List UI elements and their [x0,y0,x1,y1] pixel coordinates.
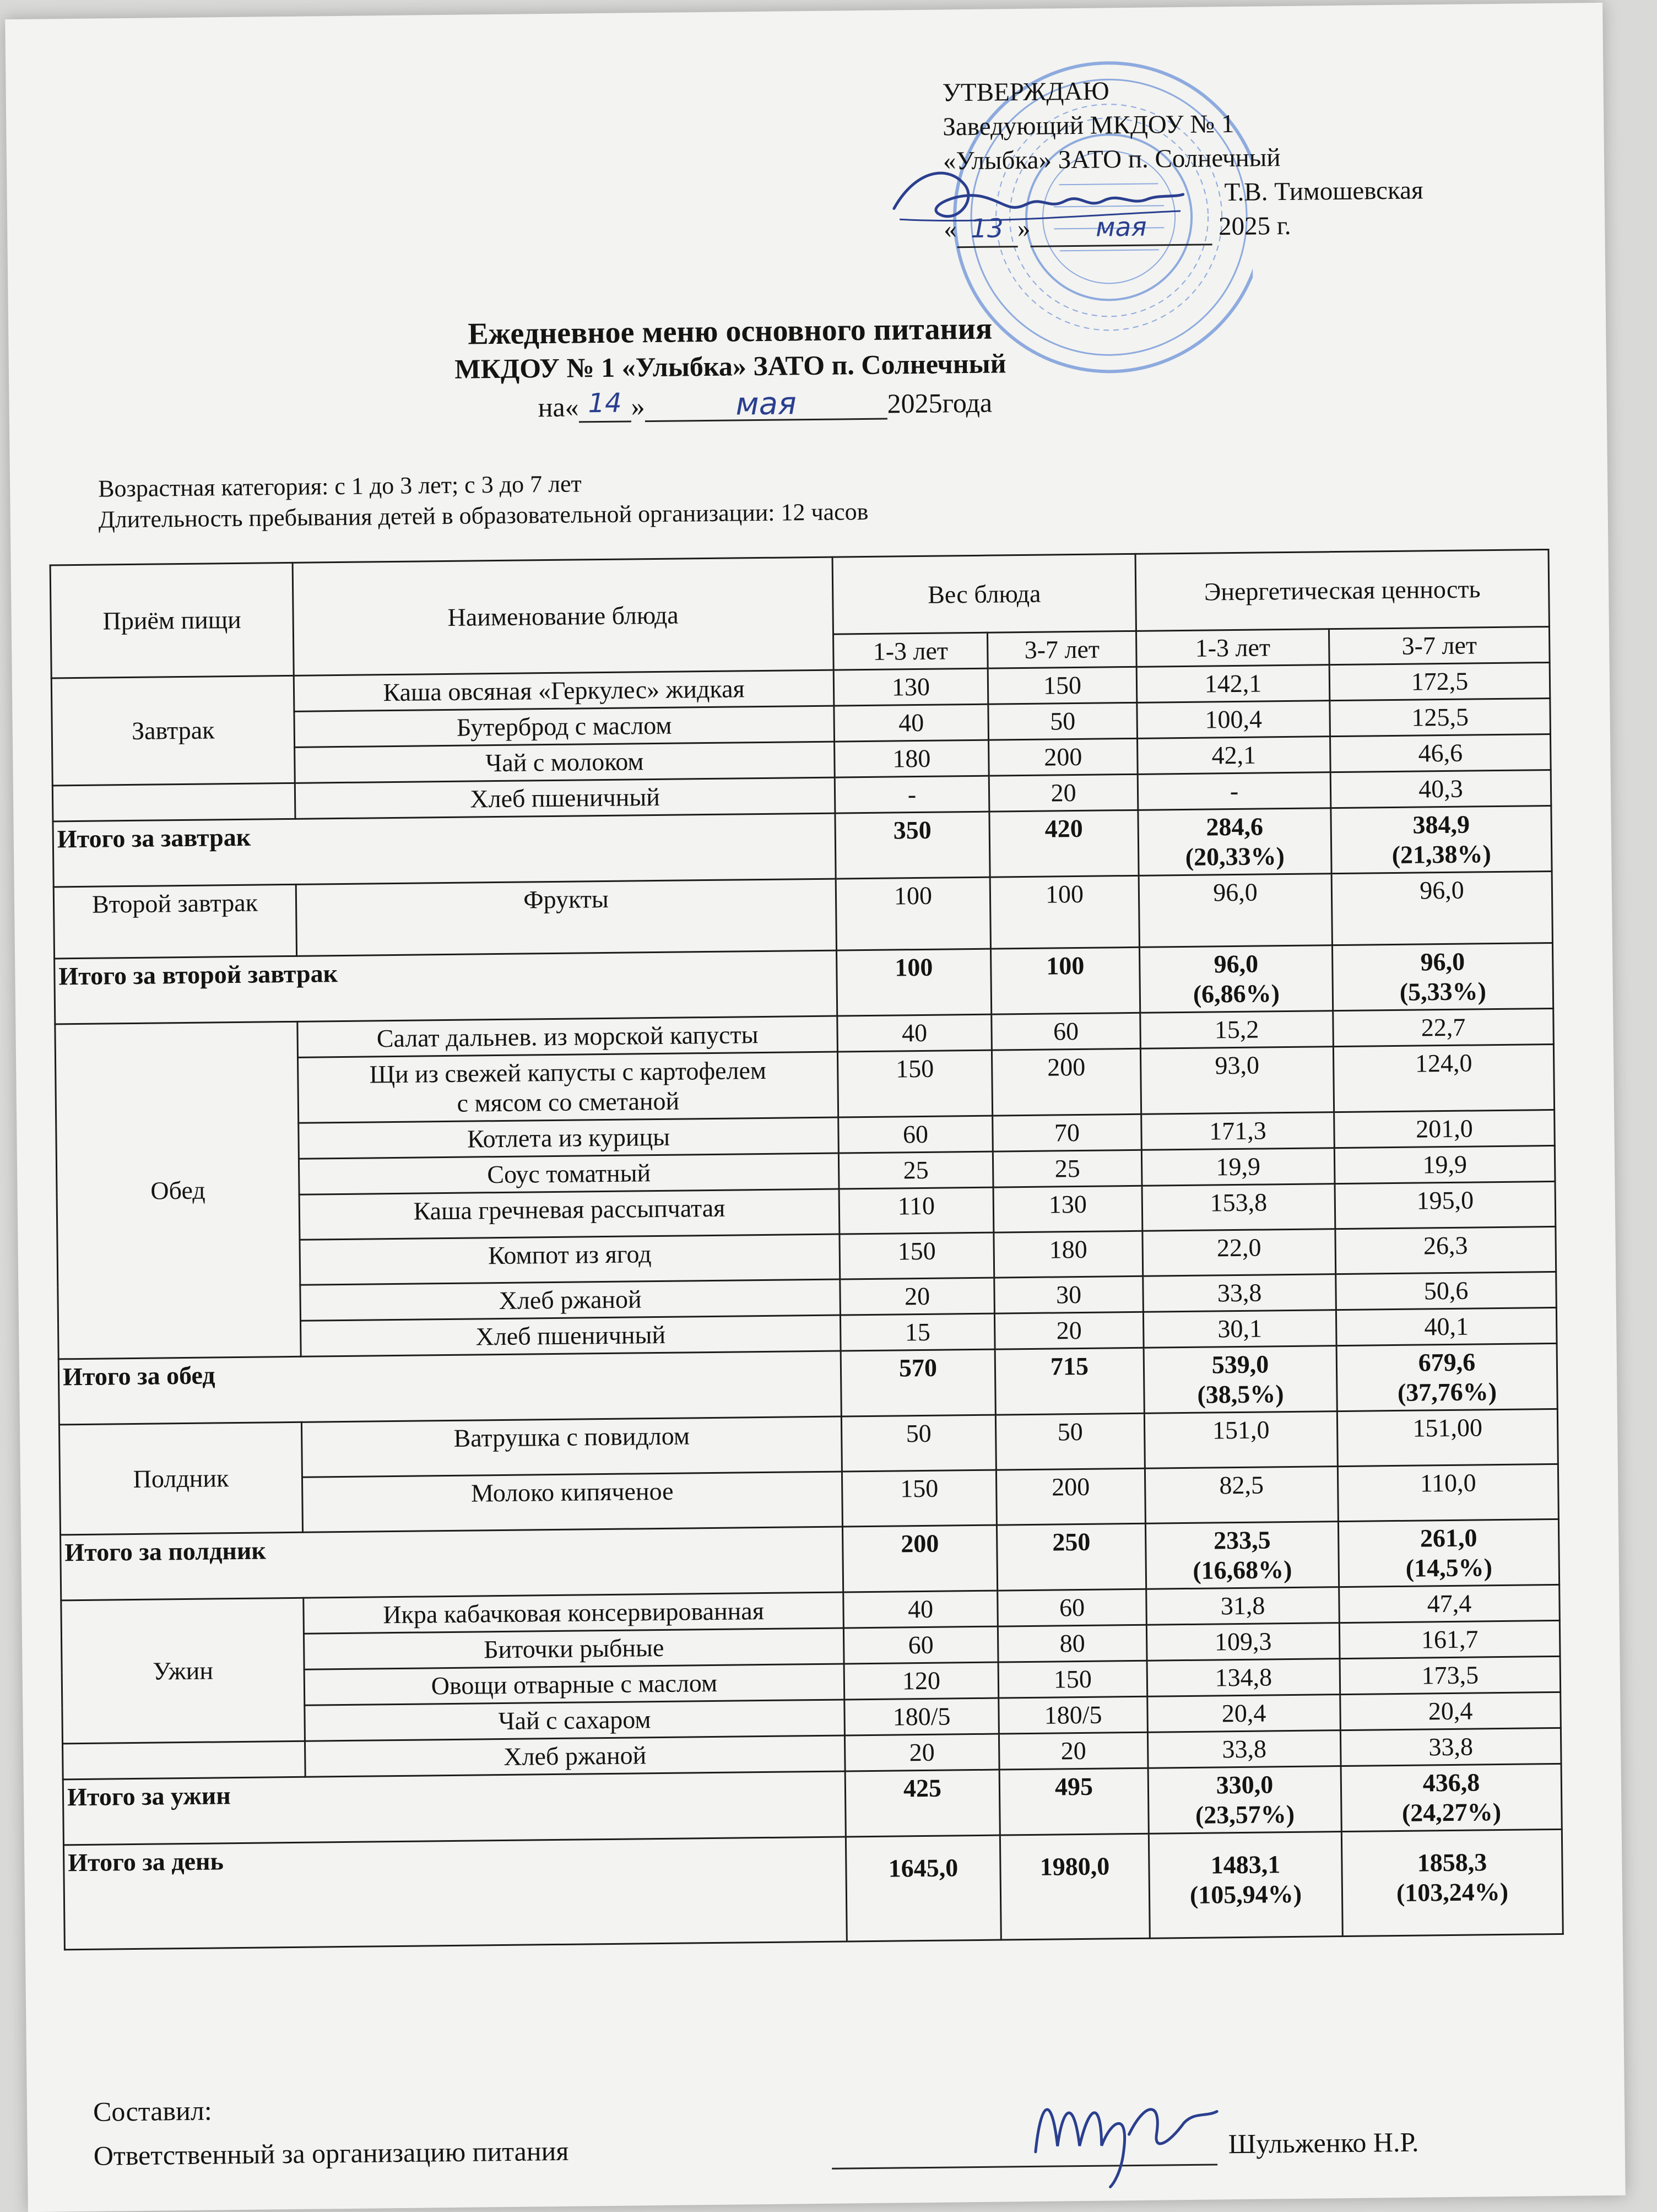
meal-label-empty [52,783,295,821]
meal-label-snack: Полдник [59,1422,302,1535]
weight-3-7: 25 [993,1150,1142,1187]
total-energy-percent: (37,76%) [1397,1377,1497,1407]
weight-1-3: 40 [837,1014,992,1052]
total-energy-value: 436,8 [1422,1768,1480,1797]
energy-1-3: 109,3 [1146,1623,1340,1661]
weight-3-7: 130 [993,1186,1142,1232]
energy-3-7: 40,1 [1336,1307,1557,1345]
dish-name: Ватрушка с повидлом [301,1416,842,1477]
menu-date [538,384,992,424]
total-energy-value: 1858,3 [1417,1848,1487,1877]
total-label: Итого за ужин [63,1771,846,1845]
energy-3-7: 22,7 [1333,1008,1554,1046]
dish-name: Компот из ягод [300,1234,840,1285]
dish-name: Биточки рыбные [304,1628,844,1669]
energy-3-7: 50,6 [1336,1272,1557,1310]
dish-name-line-2: с мясом со сметаной [457,1086,680,1117]
menu-date-suffix: 2025года [887,387,993,419]
energy-1-3: 151,0 [1144,1411,1337,1469]
weight-3-7: 70 [993,1114,1142,1151]
dish-name: Хлеб ржаной [305,1735,845,1777]
dish-name: Молоко кипяченое [302,1472,842,1532]
menu-date-day: 14 [578,387,631,423]
total-row-day [63,1829,1563,1949]
weight-3-7: 100 [990,875,1139,949]
total-weight-3-7: 100 [991,947,1140,1014]
document-sheet [5,3,1626,2212]
weight-3-7: 200 [996,1468,1145,1525]
energy-3-7: 172,5 [1329,662,1550,700]
total-energy-1-3 [1149,1832,1342,1939]
weight-1-3: 50 [841,1415,996,1472]
weight-1-3: 20 [844,1734,999,1771]
composed-by-label: Составил: [93,2095,212,2127]
energy-3-7: 20,4 [1340,1692,1561,1730]
weight-1-3: 150 [842,1470,997,1527]
total-energy-value: 96,0 [1214,949,1259,978]
energy-3-7: 124,0 [1333,1044,1554,1112]
weight-1-3: 15 [840,1313,995,1351]
total-energy-percent: (105,94%) [1189,1879,1302,1909]
total-energy-percent: (20,33%) [1185,842,1285,871]
weight-1-3: 20 [840,1278,995,1315]
weight-3-7: 180 [994,1231,1143,1278]
menu-date-mid: » [631,391,645,422]
energy-3-7: 110,0 [1337,1464,1558,1521]
header-row [50,550,1549,642]
weight-1-3: 100 [836,877,990,950]
total-label: Итого за день [63,1837,847,1950]
meal-label-lunch: Обед [55,1021,301,1359]
energy-3-7: 96,0 [1331,871,1552,945]
total-label: Итого за завтрак [53,813,836,887]
weight-3-7: 20 [989,774,1138,812]
total-energy-percent: (103,24%) [1396,1877,1509,1907]
energy-1-3: 171,3 [1141,1112,1335,1150]
energy-1-3: 153,8 [1142,1184,1335,1231]
total-energy-3-7 [1341,1764,1562,1831]
energy-1-3: 93,0 [1140,1047,1334,1115]
energy-3-7: 125,5 [1330,698,1551,736]
total-label: Итого за обед [58,1351,841,1425]
total-weight-1-3: 100 [837,949,992,1016]
header-weight-age-1-3: 1-3 лет [833,632,988,670]
dish-name: Фрукты [296,879,836,956]
dish-name: Соус томатный [299,1153,839,1194]
weight-1-3: 40 [843,1591,998,1628]
weight-3-7: 50 [995,1413,1145,1470]
total-energy-percent: (6,86%) [1193,979,1280,1008]
energy-1-3: 96,0 [1139,874,1332,948]
total-energy-value: 384,9 [1412,810,1470,839]
header-energy-age-3-7: 3-7 лет [1329,626,1550,664]
energy-1-3: 30,1 [1143,1310,1336,1348]
weight-3-7: 20 [994,1312,1144,1349]
total-energy-percent: (16,68%) [1193,1555,1292,1584]
total-energy-1-3 [1144,1346,1337,1414]
weight-1-3: 40 [834,704,989,742]
energy-1-3: 15,2 [1140,1011,1334,1049]
total-energy-percent: (38,5%) [1197,1380,1284,1409]
dish-name: Хлеб пшеничный [295,777,835,819]
weight-3-7: 80 [998,1625,1147,1662]
energy-3-7: 161,7 [1339,1620,1560,1658]
energy-1-3: 31,8 [1146,1587,1340,1625]
energy-3-7: 173,5 [1340,1656,1561,1694]
total-energy-3-7 [1332,943,1553,1010]
total-energy-percent: (14,5%) [1405,1553,1493,1582]
total-energy-1-3 [1145,1522,1339,1589]
dish-name: Чай с сахаром [305,1700,845,1741]
total-energy-3-7 [1331,805,1552,873]
total-energy-value: 539,0 [1211,1350,1269,1379]
energy-3-7: 151,00 [1337,1409,1558,1466]
menu-table [50,549,1564,1950]
total-weight-3-7: 420 [989,810,1139,877]
weight-1-3: 150 [840,1232,994,1279]
dish-name-line-1: Щи из свежей капусты с картофелем [369,1056,767,1089]
approval-signature [882,156,1192,247]
total-energy-value: 284,6 [1206,812,1264,841]
approval-date-day: 13 [956,212,1017,248]
total-weight-1-3: 425 [845,1770,1000,1837]
dish-name: Овощи отварные с маслом [304,1664,844,1705]
total-weight-3-7: 1980,0 [1000,1834,1150,1940]
energy-3-7: 46,6 [1330,734,1551,772]
approval-signer: Т.В. Тимошевская [1224,176,1423,207]
weight-3-7: 60 [998,1589,1147,1626]
energy-3-7: 195,0 [1335,1181,1556,1229]
header-energy: Энергетическая ценность [1135,550,1549,631]
dish-name: Каша гречневая рассыпчатая [299,1189,840,1240]
energy-1-3: 134,8 [1147,1659,1340,1697]
dish-name: Чай с молоком [295,742,835,783]
weight-1-3: 180 [835,740,989,777]
dish-name: Хлеб пшеничный [301,1315,841,1356]
weight-1-3: 60 [838,1116,993,1153]
total-energy-value: 330,0 [1216,1770,1274,1799]
total-energy-value: 679,6 [1418,1348,1476,1377]
total-energy-3-7 [1336,1343,1557,1411]
dish-name: Бутерброд с маслом [294,706,835,747]
header-energy-age-1-3: 1-3 лет [1136,629,1329,667]
menu-title: Ежедневное меню основного питания [467,311,993,351]
meal-label-breakfast: Завтрак [51,675,295,786]
total-weight-1-3: 1645,0 [846,1835,1001,1941]
energy-1-3: 82,5 [1145,1467,1338,1524]
total-energy-3-7 [1341,1829,1563,1936]
weight-1-3: 180/5 [844,1698,999,1735]
energy-3-7: 47,4 [1339,1584,1560,1623]
weight-3-7: 200 [992,1048,1141,1116]
approval-position: Заведующий МКДОУ № 1 [943,109,1234,142]
dish-name: Каша овсяная «Геркулес» жидкая [294,670,834,711]
weight-3-7: 200 [989,738,1138,776]
total-label: Итого за второй завтрак [55,950,837,1024]
weight-3-7: 30 [994,1276,1144,1313]
energy-1-3: 42,1 [1138,737,1331,775]
header-weight: Вес блюда [832,554,1136,634]
energy-1-3: 19,9 [1141,1148,1335,1186]
weight-3-7: 150 [998,1661,1147,1698]
weight-1-3: 130 [833,668,988,706]
approval-date-month: мая [1030,209,1212,247]
age-category: Возрастная категория: с 1 до 3 лет; с 3 до 7 лет [98,470,582,502]
approval-heading: УТВЕРЖДАЮ [942,77,1109,107]
dish-name: Котлета из курицы [299,1117,839,1159]
energy-1-3: 33,8 [1147,1730,1341,1768]
energy-3-7: 19,9 [1334,1145,1555,1183]
weight-1-3: 150 [837,1050,992,1117]
energy-1-3: 100,4 [1137,701,1330,739]
menu-subtitle: МКДОУ № 1 «Улыбка» ЗАТО п. Солнечный [454,348,1006,385]
energy-1-3: 33,8 [1143,1274,1336,1312]
total-energy-percent: (21,38%) [1391,840,1492,869]
total-energy-percent: (5,33%) [1399,977,1487,1006]
total-energy-value: 233,5 [1213,1526,1271,1555]
meal-label-empty [63,1741,306,1780]
responsible-person-name: Шульженко Н.Р. [1228,2126,1419,2160]
approval-date-open: « [944,215,957,244]
energy-1-3: 22,0 [1142,1229,1336,1277]
total-energy-value: 1483,1 [1210,1850,1281,1879]
energy-1-3: - [1138,772,1331,810]
total-weight-1-3: 200 [842,1525,997,1592]
weight-1-3: 60 [843,1626,998,1664]
weight-1-3: 120 [844,1662,999,1700]
dish-name: Хлеб ржаной [300,1279,841,1321]
dish-name: Икра кабачковая консервированная [304,1592,844,1634]
header-meal: Приём пищи [50,563,294,678]
total-weight-1-3: 350 [835,812,990,879]
total-weight-3-7: 715 [995,1348,1144,1415]
menu-date-prefix: на« [538,391,579,423]
approval-date-year: 2025 г. [1218,211,1291,241]
total-energy-percent: (24,27%) [1401,1798,1502,1827]
approval-date-mid: » [1017,214,1031,244]
responsible-signature [1018,2067,1228,2191]
weight-3-7: 50 [988,702,1138,740]
weight-1-3: 110 [839,1187,994,1234]
meal-label-second-breakfast: Второй завтрак [53,884,296,959]
approval-organization: «Улыбка» ЗАТО п. Солнечный [943,143,1281,176]
energy-3-7: 33,8 [1340,1728,1561,1766]
energy-3-7: 26,3 [1335,1226,1556,1274]
weight-3-7: 150 [988,667,1137,704]
energy-3-7: 201,0 [1334,1110,1555,1148]
weight-1-3: 25 [838,1151,993,1189]
total-energy-1-3 [1138,808,1331,876]
total-energy-percent: (23,57%) [1195,1799,1295,1829]
menu-date-month: мая [645,385,887,423]
meal-label-dinner: Ужин [61,1598,305,1744]
total-energy-3-7 [1338,1519,1559,1587]
total-energy-1-3 [1140,945,1333,1013]
header-weight-age-3-7: 3-7 лет [987,631,1136,668]
dish-name: Салат дальнев. из морской капусты [297,1016,838,1057]
energy-1-3: 20,4 [1147,1695,1341,1733]
total-weight-3-7: 495 [999,1768,1149,1835]
energy-3-7: 40,3 [1330,770,1551,808]
weight-3-7: 180/5 [999,1696,1148,1734]
weight-3-7: 60 [992,1013,1141,1050]
total-energy-value: 96,0 [1420,947,1465,976]
total-energy-1-3 [1148,1766,1341,1834]
total-energy-value: 261,0 [1420,1523,1477,1553]
dish-name [297,1052,838,1123]
weight-3-7: 20 [999,1732,1148,1770]
responsible-person-label: Ответственный за организацию питания [93,2135,569,2171]
header-dish: Наименование блюда [293,557,833,675]
total-weight-3-7: 250 [997,1523,1146,1591]
total-weight-1-3: 570 [841,1349,995,1416]
total-label: Итого за полдник [61,1527,843,1600]
energy-1-3: 142,1 [1136,665,1330,703]
stay-duration: Длительность пребывания детей в образовательной организации: 12 часов [98,497,869,533]
weight-1-3: - [835,776,989,813]
